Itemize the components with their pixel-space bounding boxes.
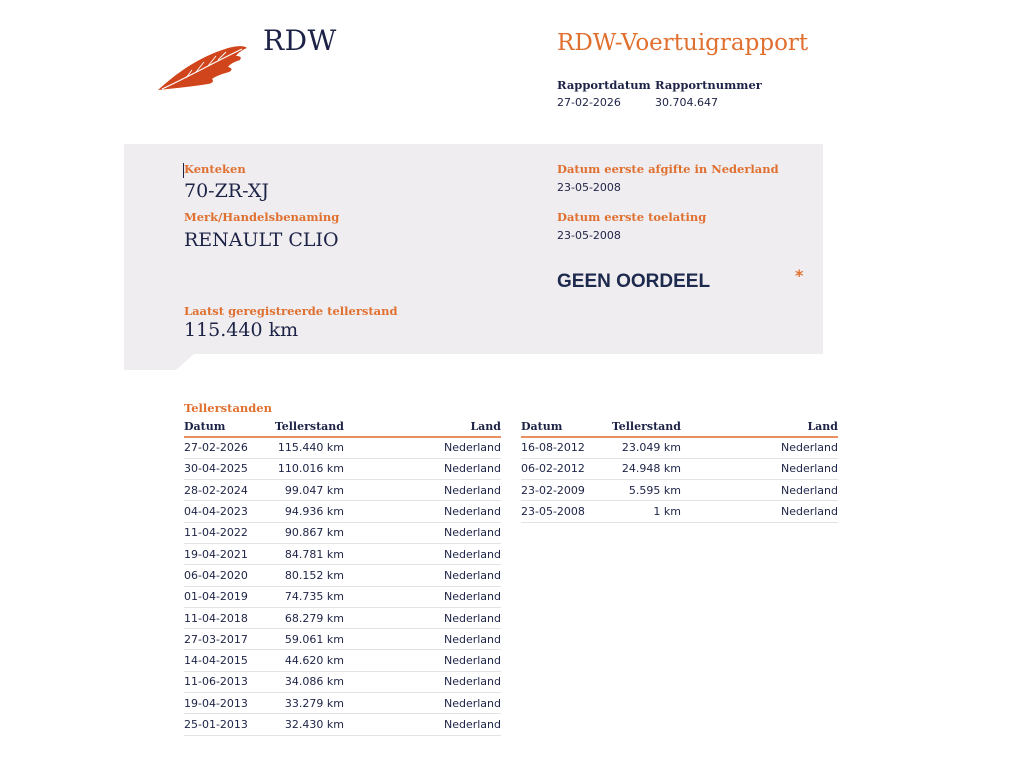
footnote-asterisk: * (795, 266, 804, 285)
table-row (521, 437, 838, 458)
reading-country: Nederland (681, 458, 838, 479)
reading-date: 11-04-2018 (184, 607, 274, 628)
brand-name: RDW (263, 24, 337, 57)
column-header-country: Land (344, 416, 501, 437)
table-row (184, 522, 501, 543)
column-header-reading: Tellerstand (611, 416, 681, 437)
reading-country: Nederland (344, 522, 501, 543)
report-date-label: Rapportdatum (557, 78, 651, 92)
report-number-label: Rapportnummer (655, 78, 762, 92)
reading-country: Nederland (344, 501, 501, 522)
odometer-section-title: Tellerstanden (184, 401, 272, 415)
reading-date: 14-04-2015 (184, 650, 274, 671)
reading-date: 27-03-2017 (184, 629, 274, 650)
reading-km: 59.061 km (274, 629, 344, 650)
table-row (521, 480, 838, 501)
reading-country: Nederland (344, 543, 501, 564)
reading-km: 1 km (611, 501, 681, 522)
reading-country: Nederland (344, 437, 501, 458)
report-date: 27-02-2026 (557, 96, 621, 109)
reading-date: 06-02-2012 (521, 458, 611, 479)
make-label: Merk/Handelsbenaming (184, 210, 340, 224)
first-issue-nl-label: Datum eerste afgifte in Nederland (557, 162, 779, 176)
reading-km: 23.049 km (611, 437, 681, 458)
table-row (184, 480, 501, 501)
reading-km: 24.948 km (611, 458, 681, 479)
reading-date: 25-01-2013 (184, 714, 274, 735)
reading-km: 84.781 km (274, 543, 344, 564)
reading-country: Nederland (344, 714, 501, 735)
table-row (184, 693, 501, 714)
reading-km: 80.152 km (274, 565, 344, 586)
reading-country: Nederland (681, 480, 838, 501)
reading-date: 11-06-2013 (184, 671, 274, 692)
table-row (184, 714, 501, 735)
reading-date: 16-08-2012 (521, 437, 611, 458)
first-admission-date: 23-05-2008 (557, 229, 621, 242)
reading-date: 27-02-2026 (184, 437, 274, 458)
reading-km: 94.936 km (274, 501, 344, 522)
table-row (184, 586, 501, 607)
license-plate: 70-ZR-XJ (184, 180, 269, 202)
vehicle-make: RENAULT CLIO (184, 229, 339, 251)
reading-date: 01-04-2019 (184, 586, 274, 607)
reading-country: Nederland (344, 480, 501, 501)
reading-date: 23-02-2009 (521, 480, 611, 501)
reading-km: 110.016 km (274, 458, 344, 479)
reading-country: Nederland (344, 607, 501, 628)
reading-km: 99.047 km (274, 480, 344, 501)
table-header-row (184, 416, 501, 437)
odometer-verdict: GEEN OORDEEL (557, 271, 711, 292)
reading-km: 33.279 km (274, 693, 344, 714)
first-issue-nl-date: 23-05-2008 (557, 181, 621, 194)
table-row (184, 671, 501, 692)
reading-km: 68.279 km (274, 607, 344, 628)
reading-km: 44.620 km (274, 650, 344, 671)
column-header-country: Land (681, 416, 838, 437)
table-row (521, 501, 838, 522)
report-number: 30.704.647 (655, 96, 718, 109)
reading-date: 04-04-2023 (184, 501, 274, 522)
column-header-date: Datum (521, 416, 611, 437)
column-header-reading: Tellerstand (274, 416, 344, 437)
last-odometer-label: Laatst geregistreerde tellerstand (184, 304, 398, 318)
reading-km: 5.595 km (611, 480, 681, 501)
first-admission-label: Datum eerste toelating (557, 210, 707, 224)
table-row (184, 650, 501, 671)
reading-date: 19-04-2013 (184, 693, 274, 714)
report-title: RDW-Voertuigrapport (557, 30, 809, 56)
last-odometer-value: 115.440 km (184, 319, 299, 341)
reading-km: 115.440 km (274, 437, 344, 458)
table-row (184, 458, 501, 479)
rdw-feather-logo-icon (156, 44, 248, 92)
reading-date: 28-02-2024 (184, 480, 274, 501)
table-row (184, 543, 501, 564)
table-row (184, 607, 501, 628)
reading-country: Nederland (681, 501, 838, 522)
panel-notch (124, 354, 194, 370)
reading-country: Nederland (344, 693, 501, 714)
reading-country: Nederland (344, 458, 501, 479)
column-header-date: Datum (184, 416, 274, 437)
reading-country: Nederland (344, 650, 501, 671)
reading-km: 90.867 km (274, 522, 344, 543)
table-row (184, 565, 501, 586)
odometer-table-right (521, 416, 838, 523)
reading-country: Nederland (681, 437, 838, 458)
reading-country: Nederland (344, 629, 501, 650)
plate-label: Kenteken (184, 162, 246, 176)
reading-date: 19-04-2021 (184, 543, 274, 564)
table-row (184, 629, 501, 650)
table-header-row (521, 416, 838, 437)
reading-country: Nederland (344, 671, 501, 692)
table-row (184, 501, 501, 522)
odometer-table-left (184, 416, 501, 736)
reading-km: 74.735 km (274, 586, 344, 607)
reading-country: Nederland (344, 586, 501, 607)
reading-km: 34.086 km (274, 671, 344, 692)
reading-date: 11-04-2022 (184, 522, 274, 543)
reading-date: 30-04-2025 (184, 458, 274, 479)
table-row (184, 437, 501, 458)
table-row (521, 458, 838, 479)
reading-date: 23-05-2008 (521, 501, 611, 522)
reading-km: 32.430 km (274, 714, 344, 735)
reading-date: 06-04-2020 (184, 565, 274, 586)
reading-country: Nederland (344, 565, 501, 586)
